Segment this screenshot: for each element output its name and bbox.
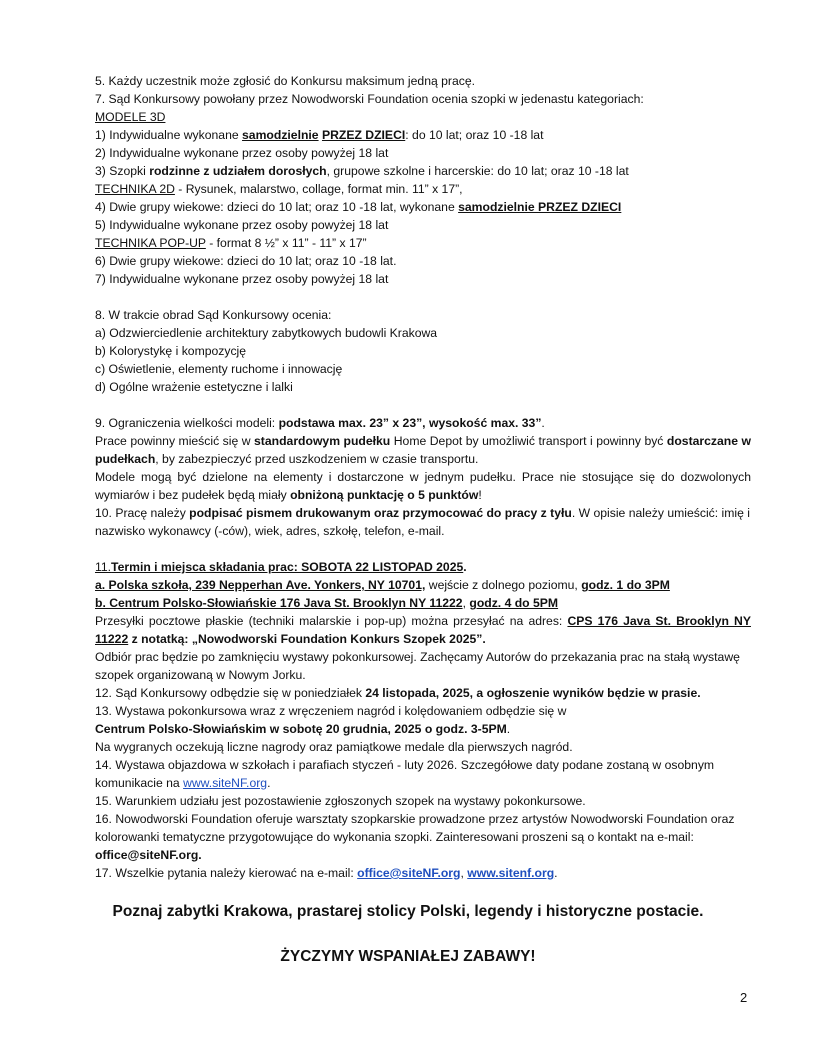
email-link[interactable]: office@siteNF.org — [357, 866, 461, 880]
text: PRZEZ DZIECI — [321, 128, 406, 142]
category-4 — [95, 198, 751, 216]
text: standardowym pudełku — [254, 434, 391, 448]
text: 9. Ograniczenia wielkości modeli: — [95, 416, 279, 430]
text: 12. Sąd Konkursowy odbędzie się w poniedziałek — [95, 686, 366, 700]
spacer — [95, 540, 751, 558]
criterion-b — [95, 342, 751, 360]
text: : do 10 lat; oraz 10 -18 lat — [405, 128, 544, 142]
text: 5. Każdy uczestnik może zgłosić do Konkursu maksimum jedną pracę. — [95, 74, 476, 88]
text: godz. 1 do 3PM — [581, 578, 670, 592]
category-2 — [95, 144, 751, 162]
location-a — [95, 576, 751, 594]
text: 3) Szopki — [95, 164, 150, 178]
text: MODELE 3D — [95, 110, 166, 124]
rule-13 — [95, 702, 751, 720]
text: , — [460, 866, 468, 880]
text: CPS 176 Java St. Brooklyn NY 11222 — [95, 614, 751, 646]
text: Prace powinny mieścić się w — [95, 434, 255, 448]
prizes-line — [95, 738, 751, 756]
text: b) Kolorystykę i kompozycję — [95, 344, 247, 358]
text: , grupowe szkolne i harcerskie: do 10 lat; oraz 10 -18 lat — [326, 164, 629, 178]
text: . W opisie należy umieścić: imię i nazwisko wykonawcy (-ców), wiek, adres, szkołę, telefon, e-mail. — [95, 506, 750, 538]
text: samodzielnie PRZEZ DZIECI — [458, 200, 622, 214]
text: wejście z dolnego poziomu, — [425, 578, 582, 592]
text: 8. W trakcie obrad Sąd Konkursowy ocenia: — [95, 308, 332, 322]
text: dostarczane w pudełkach — [95, 434, 751, 466]
heading-models-3d — [95, 108, 751, 126]
text: a) Odzwierciedlenie architektury zabytkowych budowli Krakowa — [95, 326, 438, 340]
category-7 — [95, 270, 751, 288]
text: 14. Wystawa objazdowa w szkołach i parafiach styczeń - luty 2026. Szczegółowe daty podane zostaną w osobnym komunikacie na — [95, 758, 715, 790]
text: , — [462, 596, 470, 610]
page-number: 2 — [740, 990, 748, 1005]
text: 6) Dwie grupy wiekowe: dzieci do 10 lat; oraz 10 -18 lat. — [95, 254, 397, 268]
website-link[interactable]: www.sitenf.org — [467, 866, 555, 880]
text: Termin i miejsca składania prac: SOBOTA 22 LISTOPAD 2025 — [111, 560, 464, 574]
text: 17. Wszelkie pytania należy kierować na e-mail: — [95, 866, 358, 880]
criterion-c — [95, 360, 751, 378]
spacer — [95, 396, 751, 414]
rule-16 — [95, 810, 751, 864]
text: 16. Nowodworski Foundation oferuje warsztaty szopkarskie prowadzone przez artystów Nowodworski Foundation oraz kolorowanki tematyczne przygotowujące do wykonania szopki. Zainteresowani proszeni są o kontakt na e-mail: — [95, 812, 735, 844]
heading-technika-popup — [95, 234, 751, 252]
text: 1) Indywidualne wykonane — [95, 128, 243, 142]
text: samodzielnie — [242, 128, 319, 142]
rule-15 — [95, 792, 751, 810]
text: Przesyłki pocztowe płaskie (techniki malarskie i pop-up) można przesyłać na adres: — [95, 614, 568, 628]
rule-17 — [95, 864, 751, 882]
text: office@siteNF.org. — [95, 848, 202, 862]
text: godz. 4 do 5PM — [469, 596, 559, 610]
rule-9 — [95, 414, 751, 432]
text: rodzinne z udziałem dorosłych — [149, 164, 327, 178]
category-1 — [95, 126, 751, 144]
text: 7) Indywidualne wykonane przez osoby powyżej 18 lat — [95, 272, 389, 286]
text: d) Ogólne wrażenie estetyczne i lalki — [95, 380, 293, 394]
criterion-a — [95, 324, 751, 342]
text: TECHNIKA 2D — [95, 182, 175, 196]
pickup-paragraph — [95, 648, 751, 684]
postal-paragraph — [95, 612, 751, 648]
rule-12 — [95, 684, 751, 702]
rule-5 — [95, 72, 751, 90]
criterion-d — [95, 378, 751, 396]
text: 11. — [95, 560, 112, 574]
closing-wish: ŻYCZYMY WSPANIAŁEJ ZABAWY! — [280, 948, 536, 965]
text: . — [506, 722, 511, 736]
text: Home Depot by umożliwić transport i powinny być — [390, 434, 667, 448]
text: - Rysunek, malarstwo, collage, format min. 11” x 17”, — [174, 182, 463, 196]
text: b. Centrum Polsko-Słowiańskie 176 Java St. Brooklyn NY 11222 — [95, 596, 463, 610]
text: . — [267, 776, 271, 790]
text: . — [554, 866, 558, 880]
text: ! — [478, 488, 482, 502]
text: Centrum Polsko-Słowiańskim w sobotę 20 grudnia, 2025 o godz. 3-5PM — [95, 722, 507, 736]
rule-10 — [95, 504, 751, 540]
category-6 — [95, 252, 751, 270]
text: Na wygranych oczekują liczne nagrody oraz pamiątkowe medale dla pierwszych nagród. — [95, 740, 573, 754]
text: 4) Dwie grupy wiekowe: dzieci do 10 lat; oraz 10 -18 lat, wykonane — [95, 200, 459, 214]
rule-7 — [95, 90, 751, 108]
document-body — [95, 72, 751, 882]
box-paragraph — [95, 432, 751, 468]
text: TECHNIKA POP-UP — [95, 236, 206, 250]
category-5 — [95, 216, 751, 234]
text: podstawa max. 23” x 23”, wysokość max. 33” — [278, 416, 542, 430]
text: Odbiór prac będzie po zamknięciu wystawy pokonkursowej. Zachęcamy Autorów do przekazania prac na stałą wystawę szopek organizowaną w Nowym Jorku. — [95, 650, 740, 682]
location-b — [95, 594, 751, 612]
text: 7. Sąd Konkursowy powołany przez Nowodworski Foundation ocenia szopki w jedenastu kategoriach: — [95, 92, 644, 106]
text: 24 listopada, 2025, a ogłoszenie wyników będzie w prasie. — [365, 686, 701, 700]
text: z notatką: „Nowodworski Foundation Konkurs Szopek 2025”. — [128, 632, 486, 646]
rule-13-venue — [95, 720, 751, 738]
rule-8 — [95, 306, 751, 324]
closing-headline: Poznaj zabytki Krakowa, prastarej stolicy Polski, legendy i historyczne postacie. — [112, 903, 704, 920]
rule-14 — [95, 756, 751, 792]
text: 15. Warunkiem udziału jest pozostawienie zgłoszonych szopek na wystawy pokonkursowe. — [95, 794, 586, 808]
text: . — [541, 416, 545, 430]
text: 5) Indywidualne wykonane przez osoby powyżej 18 lat — [95, 218, 389, 232]
split-models-paragraph — [95, 468, 751, 504]
heading-technika-2d — [95, 180, 751, 198]
rule-11 — [95, 558, 751, 576]
text: , by zabezpieczyć przed uszkodzeniem w czasie transportu. — [155, 452, 479, 466]
text: 13. Wystawa pokonkursowa wraz z wręczeniem nagród i kolędowaniem odbędzie się w — [95, 704, 567, 718]
text: - format 8 ½” x 11” - 11” x 17” — [205, 236, 367, 250]
text: . — [463, 560, 467, 574]
text: c) Oświetlenie, elementy ruchome i innowację — [95, 362, 343, 376]
category-3 — [95, 162, 751, 180]
sitenf-link[interactable]: www.siteNF.org — [183, 776, 268, 790]
text: obniżoną punktację o 5 punktów — [290, 488, 479, 502]
text: 10. Pracę należy — [95, 506, 190, 520]
text: a. Polska szkoła, 239 Nepperhan Ave. Yonkers, NY 10701, — [95, 578, 426, 592]
text: 2) Indywidualne wykonane przez osoby powyżej 18 lat — [95, 146, 389, 160]
text: Modele mogą być dzielone na elementy i dostarczone w jednym pudełku. Prace nie stosujące się do dozwolonych wymiarów i bez pudełek będą miały — [95, 470, 751, 502]
text: podpisać pismem drukowanym oraz przymocować do pracy z tyłu — [189, 506, 572, 520]
spacer — [95, 288, 751, 306]
